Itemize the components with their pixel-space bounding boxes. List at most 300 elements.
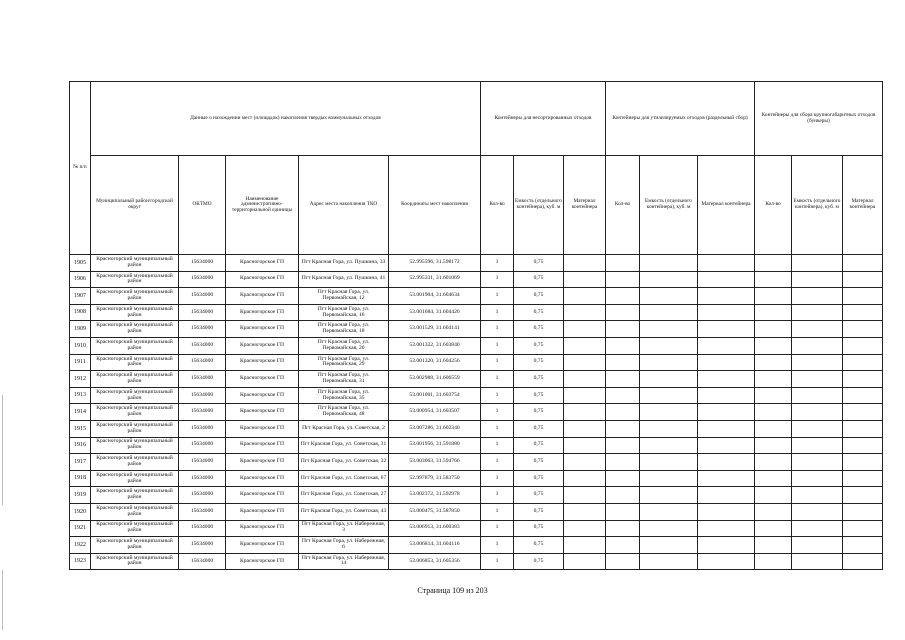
table-row xyxy=(70,487,883,504)
cell-oktmo: 15634000 xyxy=(179,553,226,570)
cell-unsorted-count: 1 xyxy=(481,420,514,437)
cell-admin-unit: Красногорское ГП xyxy=(226,371,299,388)
cell-coords: 53.002988, 31.606559 xyxy=(389,371,481,388)
cell-bulky-material xyxy=(843,520,883,537)
cell-unsorted-material xyxy=(564,553,606,570)
cell-separate-volume xyxy=(640,520,698,537)
cell-bulky-count xyxy=(755,553,792,570)
cell-coords: 53.006913, 31.600383 xyxy=(389,520,481,537)
cell-address: Пгт Красная Гора, ул. Первомайская, 48 xyxy=(299,404,389,421)
cell-district: Красногорский муниципальный район xyxy=(91,487,179,504)
cell-unsorted-volume: 0,75 xyxy=(514,337,564,354)
cell-oktmo: 15634000 xyxy=(179,470,226,487)
cell-district: Красногорский муниципальный район xyxy=(91,371,179,388)
cell-unsorted-volume: 0,75 xyxy=(514,288,564,305)
header-unsorted-volume: Емкость (отдельного контейнера), куб. м xyxy=(514,156,564,255)
cell-separate-material xyxy=(698,404,755,421)
cell-bulky-volume xyxy=(792,404,843,421)
row-number: 1906 xyxy=(70,271,91,288)
cell-unsorted-count: 1 xyxy=(481,321,514,338)
cell-bulky-material xyxy=(843,437,883,454)
cell-bulky-count xyxy=(755,321,792,338)
cell-separate-count xyxy=(606,520,640,537)
cell-separate-count xyxy=(606,470,640,487)
cell-bulky-count xyxy=(755,520,792,537)
cell-oktmo: 15634000 xyxy=(179,537,226,554)
cell-unsorted-material xyxy=(564,420,606,437)
cell-bulky-count xyxy=(755,354,792,371)
cell-separate-volume xyxy=(640,337,698,354)
cell-unsorted-material xyxy=(564,503,606,520)
cell-address: Пгт Красная Гора, ул. Советская, 67 xyxy=(299,470,389,487)
cell-bulky-count xyxy=(755,404,792,421)
cell-separate-volume xyxy=(640,354,698,371)
cell-bulky-material xyxy=(843,420,883,437)
cell-bulky-material xyxy=(843,470,883,487)
cell-bulky-material xyxy=(843,503,883,520)
cell-coords: 53.007286, 31.602340 xyxy=(389,420,481,437)
cell-coords: 53.001904, 31.604634 xyxy=(389,288,481,305)
cell-unsorted-count: 1 xyxy=(481,387,514,404)
cell-unsorted-volume: 0,75 xyxy=(514,503,564,520)
cell-unsorted-count: 1 xyxy=(481,454,514,471)
cell-admin-unit: Красногорское ГП xyxy=(226,304,299,321)
cell-admin-unit: Красногорское ГП xyxy=(226,470,299,487)
cell-separate-volume xyxy=(640,288,698,305)
row-number: 1916 xyxy=(70,437,91,454)
cell-bulky-count xyxy=(755,371,792,388)
cell-bulky-volume xyxy=(792,487,843,504)
table-row xyxy=(70,437,883,454)
header-address: Адрес места накопления ТКО xyxy=(299,156,389,255)
cell-admin-unit: Красногорское ГП xyxy=(226,537,299,554)
row-number: 1905 xyxy=(70,255,91,272)
cell-unsorted-volume: 0,75 xyxy=(514,371,564,388)
cell-bulky-volume xyxy=(792,420,843,437)
cell-bulky-count xyxy=(755,288,792,305)
cell-bulky-material xyxy=(843,255,883,272)
cell-unsorted-volume: 0,75 xyxy=(514,454,564,471)
cell-oktmo: 15634000 xyxy=(179,371,226,388)
table-row xyxy=(70,520,883,537)
cell-admin-unit: Красногорское ГП xyxy=(226,503,299,520)
cell-unsorted-count: 1 xyxy=(481,371,514,388)
cell-bulky-count xyxy=(755,537,792,554)
cell-oktmo: 15634000 xyxy=(179,520,226,537)
cell-coords: 53.006814, 31.604116 xyxy=(389,537,481,554)
cell-district: Красногорский муниципальный район xyxy=(91,553,179,570)
cell-coords: 53.001684, 31.604420 xyxy=(389,304,481,321)
cell-admin-unit: Красногорское ГП xyxy=(226,255,299,272)
table-row xyxy=(70,420,883,437)
cell-bulky-count xyxy=(755,337,792,354)
cell-bulky-material xyxy=(843,404,883,421)
cell-separate-count xyxy=(606,255,640,272)
cell-unsorted-volume: 0,75 xyxy=(514,487,564,504)
cell-bulky-count xyxy=(755,470,792,487)
row-number: 1917 xyxy=(70,454,91,471)
table-row xyxy=(70,470,883,487)
cell-oktmo: 15634000 xyxy=(179,304,226,321)
cell-address: Пгт Красная Гора, ул. Советская, 31 xyxy=(299,437,389,454)
table-row xyxy=(70,404,883,421)
cell-separate-material xyxy=(698,454,755,471)
cell-unsorted-material xyxy=(564,537,606,554)
cell-bulky-volume xyxy=(792,437,843,454)
cell-district: Красногорский муниципальный район xyxy=(91,288,179,305)
header-bulky-count: Кол-во xyxy=(755,156,792,255)
cell-separate-material xyxy=(698,255,755,272)
cell-coords: 53.001322, 31.603840 xyxy=(389,337,481,354)
cell-separate-material xyxy=(698,271,755,288)
cell-coords: 52.995331, 31.601069 xyxy=(389,271,481,288)
cell-admin-unit: Красногорское ГП xyxy=(226,520,299,537)
cell-separate-material xyxy=(698,420,755,437)
cell-district: Красногорский муниципальный район xyxy=(91,271,179,288)
cell-bulky-count xyxy=(755,304,792,321)
cell-address: Пгт Красная Гора, ул. Первомайская, 35 xyxy=(299,387,389,404)
cell-unsorted-material xyxy=(564,354,606,371)
cell-unsorted-material xyxy=(564,437,606,454)
table-row xyxy=(70,337,883,354)
cell-oktmo: 15634000 xyxy=(179,354,226,371)
cell-oktmo: 15634000 xyxy=(179,420,226,437)
table-row xyxy=(70,321,883,338)
cell-unsorted-material xyxy=(564,470,606,487)
cell-unsorted-volume: 0,75 xyxy=(514,520,564,537)
cell-oktmo: 15634000 xyxy=(179,487,226,504)
cell-oktmo: 15634000 xyxy=(179,337,226,354)
cell-separate-count xyxy=(606,288,640,305)
cell-separate-count xyxy=(606,487,640,504)
cell-oktmo: 15634000 xyxy=(179,437,226,454)
cell-separate-volume xyxy=(640,271,698,288)
row-number: 1920 xyxy=(70,503,91,520)
cell-separate-material xyxy=(698,304,755,321)
header-group-separate: Контейнеры для утилизируемых отходов (раздельный сбор) xyxy=(606,82,755,156)
cell-oktmo: 15634000 xyxy=(179,271,226,288)
header-coords: Координаты мест накопления xyxy=(389,156,481,255)
row-number: 1913 xyxy=(70,387,91,404)
cell-unsorted-count: 1 xyxy=(481,437,514,454)
header-district: Муниципальный район/городской округ xyxy=(91,156,179,255)
cell-unsorted-material xyxy=(564,304,606,321)
cell-unsorted-volume: 0,75 xyxy=(514,271,564,288)
header-oktmo: ОКТМО xyxy=(179,156,226,255)
cell-admin-unit: Красногорское ГП xyxy=(226,271,299,288)
cell-separate-count xyxy=(606,454,640,471)
cell-unsorted-count: 1 xyxy=(481,487,514,504)
cell-unsorted-material xyxy=(564,271,606,288)
cell-district: Красногорский муниципальный район xyxy=(91,470,179,487)
cell-district: Красногорский муниципальный район xyxy=(91,321,179,338)
header-bulky-material: Материал контейнера xyxy=(843,156,883,255)
cell-unsorted-material xyxy=(564,337,606,354)
cell-unsorted-volume: 0,75 xyxy=(514,354,564,371)
cell-bulky-material xyxy=(843,454,883,471)
cell-unsorted-volume: 0,75 xyxy=(514,404,564,421)
cell-bulky-material xyxy=(843,304,883,321)
cell-coords: 52.995596, 31.598172 xyxy=(389,255,481,272)
cell-separate-material xyxy=(698,470,755,487)
cell-unsorted-material xyxy=(564,288,606,305)
cell-separate-material xyxy=(698,337,755,354)
cell-bulky-count xyxy=(755,255,792,272)
cell-separate-material xyxy=(698,520,755,537)
cell-unsorted-material xyxy=(564,371,606,388)
row-number: 1909 xyxy=(70,321,91,338)
cell-admin-unit: Красногорское ГП xyxy=(226,404,299,421)
cell-address: Пгт Красная Гора, ул. Советская, 27 xyxy=(299,487,389,504)
cell-separate-count xyxy=(606,437,640,454)
cell-unsorted-count: 1 xyxy=(481,553,514,570)
cell-bulky-volume xyxy=(792,454,843,471)
table-row xyxy=(70,387,883,404)
cell-district: Красногорский муниципальный район xyxy=(91,537,179,554)
cell-address: Пгт Красная Гора, ул. Пушкина, 33 xyxy=(299,255,389,272)
row-number: 1910 xyxy=(70,337,91,354)
cell-unsorted-volume: 0,75 xyxy=(514,304,564,321)
header-unsorted-count: Кол-во xyxy=(481,156,514,255)
cell-district: Красногорский муниципальный район xyxy=(91,437,179,454)
cell-unsorted-volume: 0,75 xyxy=(514,537,564,554)
cell-unsorted-count: 1 xyxy=(481,255,514,272)
cell-admin-unit: Красногорское ГП xyxy=(226,321,299,338)
cell-separate-volume xyxy=(640,371,698,388)
cell-unsorted-count: 1 xyxy=(481,354,514,371)
row-number: 1914 xyxy=(70,404,91,421)
cell-address: Пгт Красная Гора, ул. Пушкина, 41 xyxy=(299,271,389,288)
cell-unsorted-count: 1 xyxy=(481,304,514,321)
cell-separate-volume xyxy=(640,454,698,471)
table-row xyxy=(70,304,883,321)
cell-unsorted-material xyxy=(564,404,606,421)
cell-bulky-material xyxy=(843,387,883,404)
table-row xyxy=(70,288,883,305)
row-number: 1912 xyxy=(70,371,91,388)
header-separate-material: Материал контейнера xyxy=(698,156,755,255)
cell-district: Красногорский муниципальный район xyxy=(91,387,179,404)
cell-bulky-material xyxy=(843,321,883,338)
cell-unsorted-material xyxy=(564,255,606,272)
cell-unsorted-volume: 0,75 xyxy=(514,387,564,404)
cell-address: Пгт Красная Гора, ул. Советская, 2 xyxy=(299,420,389,437)
cell-separate-volume xyxy=(640,487,698,504)
cell-district: Красногорский муниципальный район xyxy=(91,454,179,471)
cell-unsorted-count: 1 xyxy=(481,470,514,487)
cell-address: Пгт Красная Гора, ул. Советская, 32 xyxy=(299,454,389,471)
cell-coords: 53.001956, 31.591880 xyxy=(389,437,481,454)
row-number: 1921 xyxy=(70,520,91,537)
cell-address: Пгт Красная Гора, ул. Первомайская, 29 xyxy=(299,354,389,371)
cell-unsorted-volume: 0,75 xyxy=(514,321,564,338)
table-row xyxy=(70,537,883,554)
row-number: 1922 xyxy=(70,537,91,554)
cell-admin-unit: Красногорское ГП xyxy=(226,437,299,454)
cell-separate-count xyxy=(606,304,640,321)
waste-sites-table xyxy=(69,81,883,570)
cell-bulky-count xyxy=(755,420,792,437)
cell-separate-count xyxy=(606,503,640,520)
header-group-unsorted: Контейнеры для несортированных отходов xyxy=(481,82,606,156)
cell-unsorted-material xyxy=(564,520,606,537)
cell-district: Красногорский муниципальный район xyxy=(91,503,179,520)
cell-separate-material xyxy=(698,354,755,371)
cell-oktmo: 15634000 xyxy=(179,255,226,272)
cell-address: Пгт Красная Гора, ул. Первомайская, 31 xyxy=(299,371,389,388)
cell-coords: 53.001529, 31.604141 xyxy=(389,321,481,338)
cell-separate-material xyxy=(698,437,755,454)
header-group-location: Данные о нахождении мест (площадок) накопления твердых коммунальных отходов xyxy=(91,82,481,156)
cell-district: Красногорский муниципальный район xyxy=(91,337,179,354)
cell-bulky-volume xyxy=(792,553,843,570)
cell-district: Красногорский муниципальный район xyxy=(91,255,179,272)
cell-bulky-count xyxy=(755,387,792,404)
header-separate-volume: Емкость (отдельного контейнера), куб. м xyxy=(640,156,698,255)
cell-bulky-volume xyxy=(792,337,843,354)
cell-separate-volume xyxy=(640,387,698,404)
cell-unsorted-volume: 0,75 xyxy=(514,420,564,437)
cell-bulky-volume xyxy=(792,387,843,404)
cell-unsorted-material xyxy=(564,487,606,504)
cell-address: Пгт Красная Гора, ул. Первомайская, 16 xyxy=(299,304,389,321)
cell-bulky-material xyxy=(843,337,883,354)
cell-separate-volume xyxy=(640,404,698,421)
cell-oktmo: 15634000 xyxy=(179,321,226,338)
cell-unsorted-count: 1 xyxy=(481,404,514,421)
cell-district: Красногорский муниципальный район xyxy=(91,404,179,421)
cell-oktmo: 15634000 xyxy=(179,503,226,520)
header-admin-unit: Наименование административно-территориальной единицы xyxy=(226,156,299,255)
cell-separate-volume xyxy=(640,420,698,437)
cell-separate-count xyxy=(606,371,640,388)
cell-separate-count xyxy=(606,404,640,421)
cell-separate-count xyxy=(606,354,640,371)
cell-district: Красногорский муниципальный район xyxy=(91,420,179,437)
cell-district: Красногорский муниципальный район xyxy=(91,304,179,321)
header-group-bulky: Контейнеры для сбора крупногабаритных отходов (бункеры) xyxy=(755,82,883,156)
cell-bulky-volume xyxy=(792,288,843,305)
cell-oktmo: 15634000 xyxy=(179,387,226,404)
cell-bulky-count xyxy=(755,437,792,454)
cell-unsorted-material xyxy=(564,387,606,404)
cell-unsorted-volume: 0,75 xyxy=(514,553,564,570)
cell-separate-count xyxy=(606,337,640,354)
cell-coords: 53.001001, 31.603754 xyxy=(389,387,481,404)
cell-coords: 53.000954, 31.603507 xyxy=(389,404,481,421)
table-row xyxy=(70,354,883,371)
cell-unsorted-volume: 0,75 xyxy=(514,437,564,454)
cell-address: Пгт Красная Гора, ул. Первомайская, 18 xyxy=(299,321,389,338)
cell-unsorted-volume: 0,75 xyxy=(514,470,564,487)
cell-bulky-material xyxy=(843,271,883,288)
cell-coords: 52.997879, 31.583750 xyxy=(389,470,481,487)
cell-oktmo: 15634000 xyxy=(179,288,226,305)
cell-admin-unit: Красногорское ГП xyxy=(226,420,299,437)
cell-district: Красногорский муниципальный район xyxy=(91,520,179,537)
cell-unsorted-volume: 0,75 xyxy=(514,255,564,272)
cell-bulky-material xyxy=(843,354,883,371)
cell-separate-count xyxy=(606,420,640,437)
page-number: Страница 109 из 203 xyxy=(417,586,488,595)
cell-bulky-material xyxy=(843,288,883,305)
cell-bulky-volume xyxy=(792,255,843,272)
cell-bulky-volume xyxy=(792,503,843,520)
cell-unsorted-count: 1 xyxy=(481,520,514,537)
cell-bulky-volume xyxy=(792,520,843,537)
cell-admin-unit: Красногорское ГП xyxy=(226,354,299,371)
cell-admin-unit: Красногорское ГП xyxy=(226,553,299,570)
table-row xyxy=(70,271,883,288)
cell-address: Пгт Красная Гора, ул. Набережная, 14 xyxy=(299,553,389,570)
cell-separate-material xyxy=(698,288,755,305)
cell-separate-volume xyxy=(640,321,698,338)
table-row xyxy=(70,255,883,272)
cell-admin-unit: Красногорское ГП xyxy=(226,387,299,404)
scan-margin-mark xyxy=(2,570,3,630)
table-row xyxy=(70,503,883,520)
cell-admin-unit: Красногорское ГП xyxy=(226,487,299,504)
cell-separate-volume xyxy=(640,503,698,520)
cell-separate-count xyxy=(606,537,640,554)
cell-separate-material xyxy=(698,487,755,504)
cell-admin-unit: Красногорское ГП xyxy=(226,337,299,354)
cell-separate-count xyxy=(606,321,640,338)
cell-unsorted-material xyxy=(564,454,606,471)
header-bulky-volume: Емкость (отдельного контейнера), куб. м xyxy=(792,156,843,255)
cell-separate-material xyxy=(698,371,755,388)
cell-bulky-material xyxy=(843,487,883,504)
cell-address: Пгт Красная Гора, ул. Набережная, 3 xyxy=(299,520,389,537)
cell-coords: 53.003063, 31.594766 xyxy=(389,454,481,471)
cell-unsorted-count: 1 xyxy=(481,288,514,305)
cell-coords: 53.001320, 31.604256 xyxy=(389,354,481,371)
cell-bulky-volume xyxy=(792,304,843,321)
row-number: 1915 xyxy=(70,420,91,437)
cell-address: Пгт Красная Гора, ул. Первомайская, 20 xyxy=(299,337,389,354)
cell-bulky-volume xyxy=(792,354,843,371)
row-number: 1918 xyxy=(70,470,91,487)
cell-separate-material xyxy=(698,387,755,404)
cell-bulky-volume xyxy=(792,470,843,487)
cell-bulky-volume xyxy=(792,537,843,554)
cell-separate-count xyxy=(606,553,640,570)
cell-unsorted-material xyxy=(564,321,606,338)
cell-bulky-volume xyxy=(792,321,843,338)
cell-separate-material xyxy=(698,553,755,570)
cell-bulky-volume xyxy=(792,371,843,388)
cell-coords: 53.002372, 31.592978 xyxy=(389,487,481,504)
cell-separate-count xyxy=(606,387,640,404)
row-number: 1923 xyxy=(70,553,91,570)
cell-unsorted-count: 1 xyxy=(481,537,514,554)
header-num: № п/п xyxy=(70,82,91,255)
row-number: 1919 xyxy=(70,487,91,504)
row-number: 1908 xyxy=(70,304,91,321)
table-row xyxy=(70,371,883,388)
cell-address: Пгт Красная Гора, ул. Первомайская, 12 xyxy=(299,288,389,305)
cell-bulky-material xyxy=(843,537,883,554)
cell-oktmo: 15634000 xyxy=(179,404,226,421)
cell-separate-volume xyxy=(640,553,698,570)
cell-bulky-count xyxy=(755,454,792,471)
cell-oktmo: 15634000 xyxy=(179,454,226,471)
cell-separate-volume xyxy=(640,255,698,272)
cell-district: Красногорский муниципальный район xyxy=(91,354,179,371)
cell-bulky-count xyxy=(755,271,792,288)
header-separate-count: Кол-во xyxy=(606,156,640,255)
cell-unsorted-count: 1 xyxy=(481,503,514,520)
